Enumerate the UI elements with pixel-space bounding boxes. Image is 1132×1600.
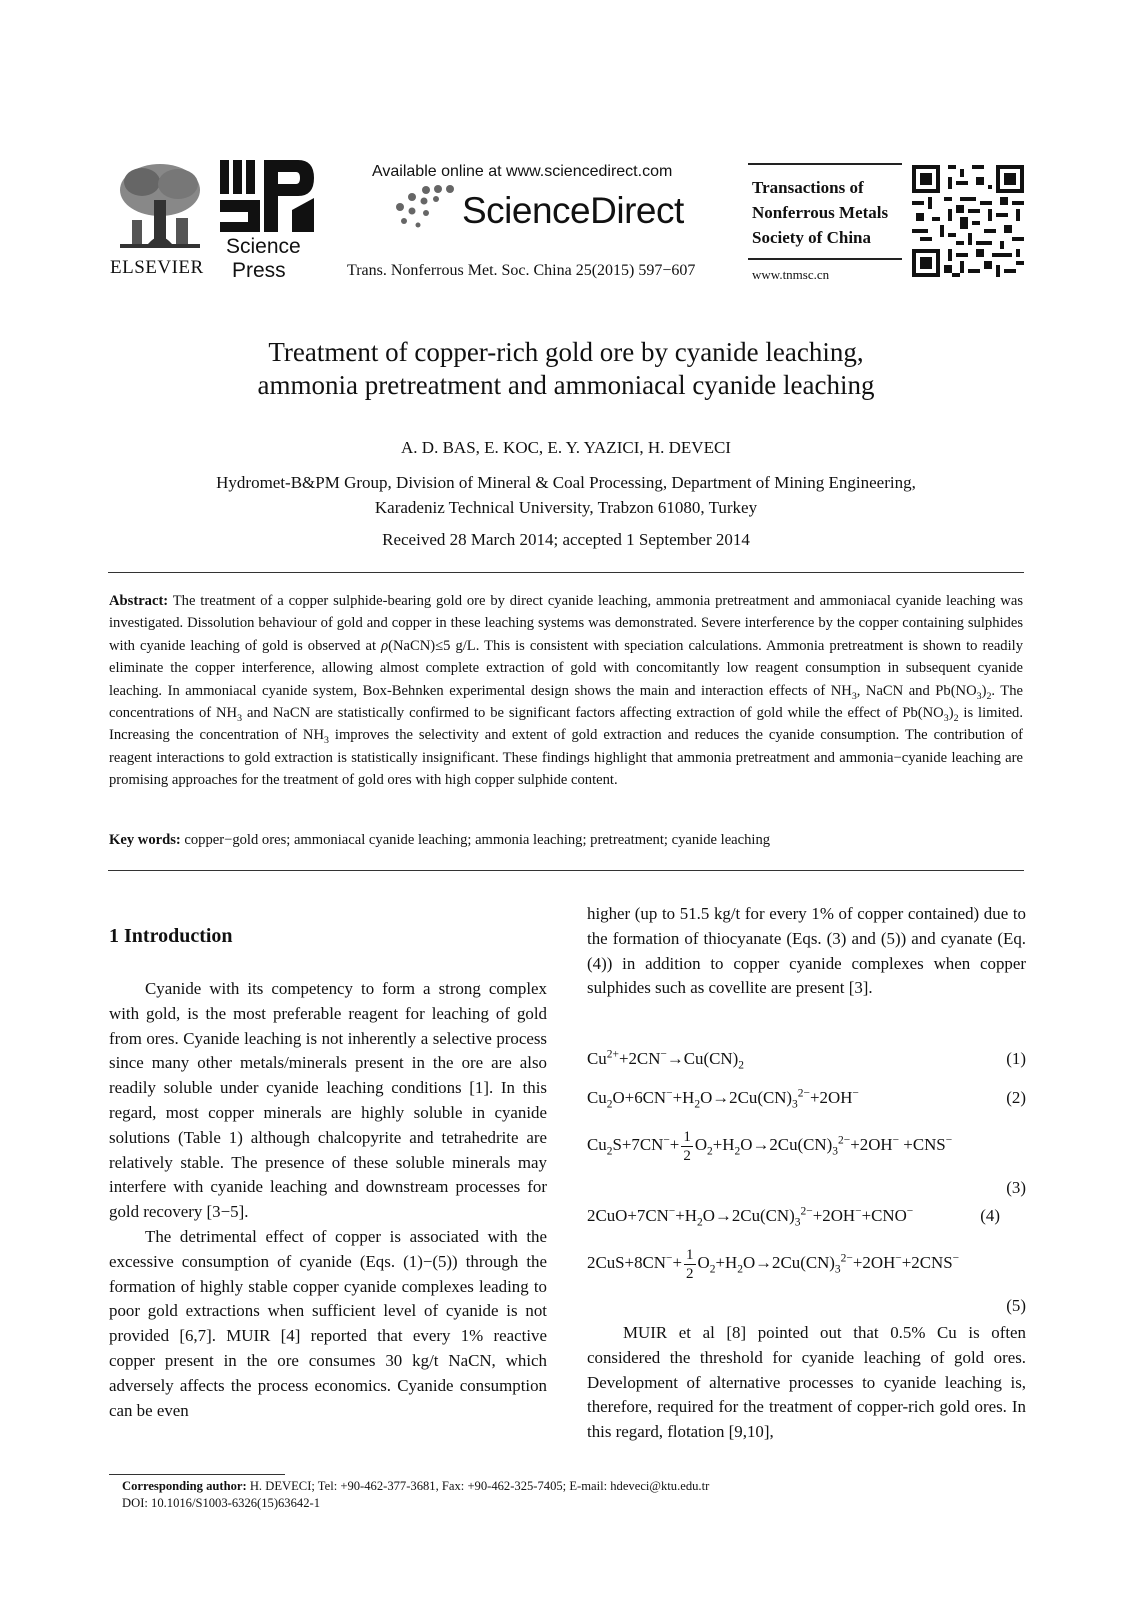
keywords-label: Key words: (109, 832, 181, 848)
footnote (122, 1478, 709, 1512)
journal-name: Transactions of Nonferrous Metals Society of China (752, 178, 889, 247)
equation-body: $Cu_2O+6CN^-+H_2O\to 2Cu(CN)_3^{2-}+2OH^-$ (587, 1087, 859, 1111)
keywords (109, 832, 1023, 849)
footnote-rule (109, 1474, 285, 1475)
equation-number: (1) (1006, 1049, 1026, 1068)
authors: A. D. BAS, E. KOC, E. Y. YAZICI, H. DEVECI (401, 438, 731, 457)
paragraph: higher (up to 51.5 kg/t for every 1% of copper contained) due to the formation of thiocyanate (Eqs. (3) and (5)) and cyanate (Eq. (4)) in addition to copper cyanide complexes when copper sulphides such as covellite are present [3]. (587, 904, 1026, 998)
sciencedirect-dots-icon (392, 185, 462, 229)
equation-2 (587, 1087, 1026, 1111)
corresponding-author: H. DEVECI; Tel: +90-462-377-3681, Fax: +90-462-325-7405; E-mail: hdeveci@ktu.edu.tr (249, 1479, 710, 1493)
equation-number: (2) (1006, 1088, 1026, 1107)
right-column-top (587, 902, 1026, 1001)
equation-5 (587, 1246, 1026, 1315)
available-online-text: Available online at www.sciencedirect.com (372, 163, 673, 180)
affiliation: Hydromet-B&PM Group, Division of Mineral & Coal Processing, Department of Mining Engineering, Karadeniz Technical University, Trabzon 61080, Turkey (216, 473, 916, 517)
equation-body: $Cu^{2+}+2CN^-\to Cu(CN)_2$ (587, 1048, 744, 1072)
elsevier-wordmark: ELSEVIER (110, 257, 204, 278)
keywords-text: copper−gold ores; ammoniacal cyanide leaching; ammonia leaching; pretreatment; cyanide leaching (184, 832, 771, 848)
equation-4 (587, 1205, 1026, 1229)
sciencedirect-wordmark: ScienceDirect (462, 190, 684, 231)
section-heading: 1 Introduction (109, 925, 233, 947)
equation-3 (587, 1128, 1026, 1197)
journal-top-rule (748, 163, 902, 165)
paragraph: The detrimental effect of copper is associated with the excessive consumption of cyanide (Eqs. (1)−(5)) through the formation of highly stable copper cyanide complexes leading to poor gold extractions when sufficient level of cyanide is not provided [6,7]. MUIR [4] reported that every 1% reactive copper present in the ore consumes 30 kg/t NaCN, which adversely affects the process economics. Cyanide consumption can be even (109, 1226, 547, 1420)
abstract-label: Abstract: (109, 593, 169, 609)
equation-number: (4) (980, 1206, 1000, 1225)
science-press-logo (220, 160, 315, 232)
equation-body: 2CuS+8CN−+ $\frac{1}{2}$ $O_2+H_2O\to 2Cu(CN)_3^{2-}+2OH^-+2CNS^-$ (587, 1247, 960, 1282)
journal-url: www.tnmsc.cn (752, 267, 830, 282)
left-column (109, 977, 547, 1423)
paragraph: Cyanide with its competency to form a strong complex with gold, is the most preferable reagent for leaching of gold from ores. Cyanide leaching is not inherently a selective process since many other metals/minerals present in the ore are also readily soluble under cyanide leaching conditions [1]. In this regard, most copper minerals are highly soluble in cyanide solutions (Table 1) although chalcopyrite and tetrahedrite are relatively stable. The presence of these soluble minerals may interfere with cyanide leaching and downstream processes for gold recovery [3−5]. (109, 979, 547, 1222)
right-column-bottom (587, 1321, 1026, 1445)
equation-1 (587, 1048, 1026, 1072)
equation-number: (5) (1006, 1296, 1026, 1315)
doi: DOI: 10.1016/S1003-6326(15)63642-1 (122, 1496, 320, 1510)
science-press-wordmark: Science Press (226, 235, 301, 282)
journal-bottom-rule (748, 258, 902, 260)
paragraph: MUIR et al [8] pointed out that 0.5% Cu is often considered the threshold for cyanide leaching of gold ores. Development of alternative processes to cyanide leaching is, therefore, required for the treatment of copper-rich gold ores. In this regard, flotation [9,10], (587, 1323, 1026, 1442)
abstract-text: The treatment of a copper sulphide-bearing gold ore by direct cyanide leaching, ammonia pretreatment and ammoniacal cyanide leaching was investigated. Dissolution behaviour of gold and copper in these leaching systems was demonstrated. Severe interference by the copper containing sulphides with cyanide leaching of gold is observed at ρ(NaCN)≤5 g/L. This is consistent with speciation calculations. Ammonia pretreatment is shown to readily eliminate the copper interference, allowing almost complete extraction of gold with concomitantly low reagent consumption in subsequent cyanide leaching. In ammoniacal cyanide system, Box-Behnken experimental design shows the main and interaction effects of $NH_3$, NaCN and $Pb(NO_3)_2$. The concentrations of $NH_3$ and NaCN are statistically confirmed to be significant factors affecting extraction of gold while the effect of $Pb(NO_3)_2$ is limited. Increasing the concentration of $NH_3$ improves the selectivity and extent of gold extraction and reduces the cyanide consumption. The contribution of reagent interactions to gold extraction is statistically insignificant. These findings highlight that ammonia pretreatment and ammonia−cyanide leaching are promising approaches for the treatment of gold ores with high copper sulphide content. (109, 593, 1024, 789)
received-dates: Received 28 March 2014; accepted 1 September 2014 (382, 530, 750, 549)
abstract-bottom-rule (108, 870, 1024, 871)
equation-body: $Cu_2S+7CN^-+$ $\frac{1}{2}$ $O_2+H_2O\to 2Cu(CN)_3^{2-}+2OH^- +CNS^-$ (587, 1129, 953, 1164)
corresponding-label: Corresponding author: (122, 1479, 247, 1493)
elsevier-tree-logo (112, 160, 208, 256)
abstract-top-rule (108, 572, 1024, 573)
qr-code-icon (912, 165, 1024, 277)
equation-number: (3) (1006, 1178, 1026, 1197)
abstract (109, 590, 1023, 792)
equation-body: $2CuO+7CN^-+H_2O\to 2Cu(CN)_3^{2-}+2OH^-+CNO^-$ (587, 1205, 914, 1229)
article-title: Treatment of copper-rich gold ore by cyanide leaching, ammonia pretreatment and ammoniacal cyanide leaching (257, 337, 875, 400)
journal-citation: Trans. Nonferrous Met. Soc. China 25(2015) 597−607 (347, 262, 696, 279)
